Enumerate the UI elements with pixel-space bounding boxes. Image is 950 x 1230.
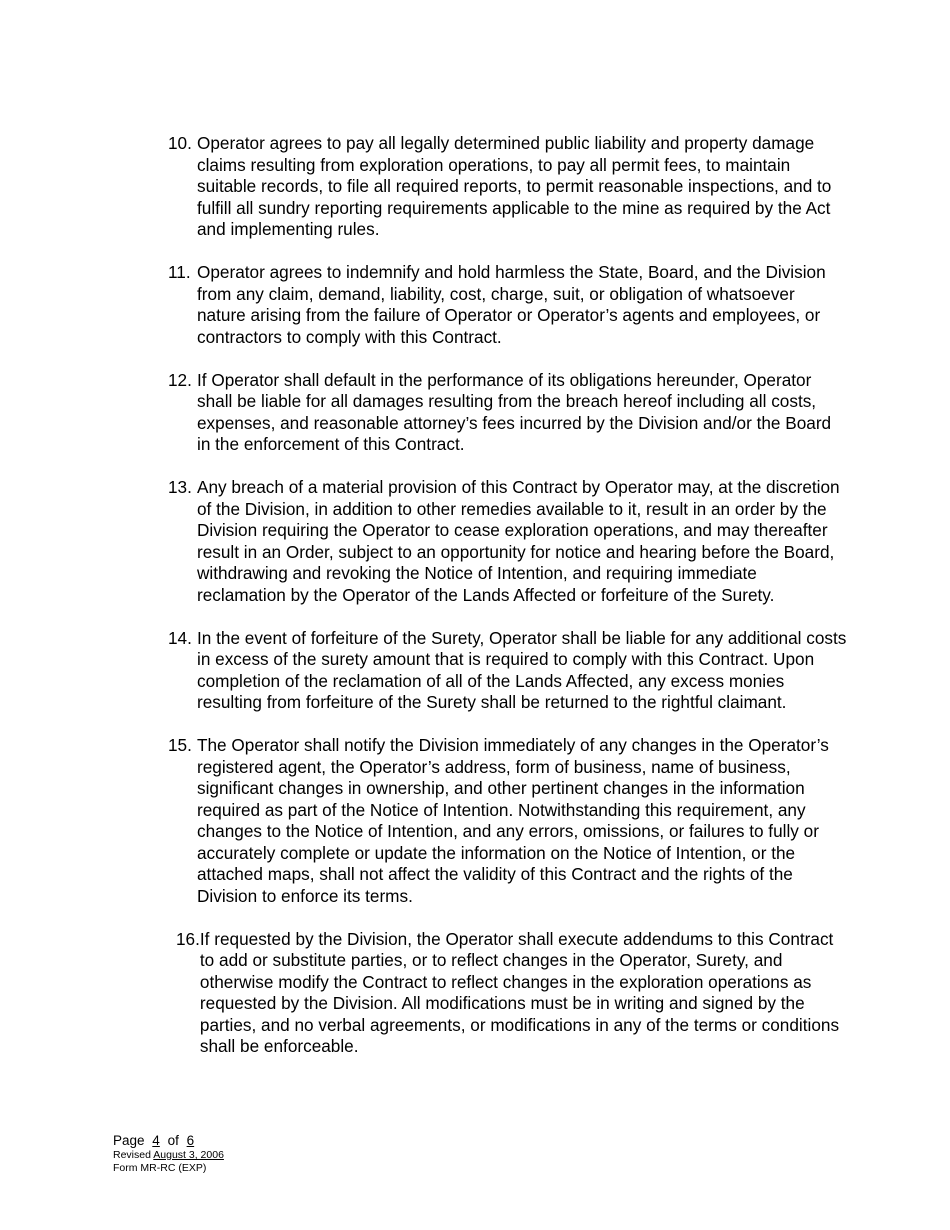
paragraph-10 (168, 133, 848, 241)
paragraph-text: The Operator shall notify the Division immediately of any changes in the Operator’s registered agent, the Operator’s address, form of business, name of business, significant changes in ownership, and other pertinent changes in the information required as part of the Notice of Intention. Notwithstanding this requirement, any changes to the Notice of Intention, and any errors, omissions, or failures to fully or accurately complete or update the information on the Notice of Intention, or the attached maps, shall not affect the validity of this Contract and the rights of the Division to enforce its terms. (197, 735, 829, 906)
paragraph-16 (168, 929, 848, 1058)
paragraph-text: If Operator shall default in the performance of its obligations hereunder, Operator shall be liable for all damages resulting from the breach hereof including all costs, expenses, and reasonable attorney’s fees incurred by the Division and/or the Board in the enforcement of this Contract. (197, 369, 832, 454)
paragraph-number: 14. (168, 627, 192, 648)
paragraph-text: Operator agrees to pay all legally determined public liability and property damage claims resulting from exploration operations, to pay all permit fees, to maintain suitable records, to file all required reports, to permit reasonable inspections, and to fulfill all sundry reporting requirements applicable to the mine as required by the Act and implementing rules. (197, 133, 832, 239)
page-number: 4 (152, 1133, 160, 1148)
paragraph-number: 16. (176, 928, 200, 949)
numbered-paragraph-list (168, 133, 848, 1079)
page-indicator (113, 1133, 413, 1149)
paragraph-number: 11. (168, 262, 191, 282)
paragraph-13 (168, 477, 848, 606)
paragraph-number: 12. (168, 369, 192, 390)
total-pages: 6 (186, 1133, 195, 1148)
revised-date: August 3, 2006 (153, 1149, 224, 1161)
revised-label: Revised (113, 1149, 151, 1161)
paragraph-text: Any breach of a material provision of this Contract by Operator may, at the discretion of the Division, in addition to other remedies available to it, result in an order by the Division requiring the Operator to cease exploration operations, and may thereafter result in an Order, subject to an opportunity for notice and hearing before the Board, withdrawing and revoking the Notice of Intention, and requiring immediate reclamation by the Operator of the Lands Affected or forfeiture of the Surety. (197, 477, 840, 605)
form-id: Form MR-RC (EXP) (113, 1161, 207, 1174)
paragraph-number: 15. (168, 735, 192, 755)
page-label: Page (113, 1133, 145, 1148)
revision-line (113, 1149, 413, 1162)
page-footer (113, 1133, 413, 1174)
paragraph-text: If requested by the Division, the Operator shall execute addendums to this Contract to add or substitute parties, or to reflect changes in the Operator, Surety, and otherwise modify the Contract to reflect changes in the exploration operations as requested by the Division. All modifications must be in writing and signed by the parties, and no verbal agreements, or modifications in any of the terms or conditions shall be enforceable. (199, 928, 840, 1056)
paragraph-text: Operator agrees to indemnify and hold harmless the State, Board, and the Division from any claim, demand, liability, cost, charge, suit, or obligation of whatsoever nature arising from the failure of Operator or Operator’s agents and employees, or contractors to comply with this Contract. (197, 262, 826, 347)
paragraph-12 (168, 370, 848, 456)
paragraph-text: In the event of forfeiture of the Surety, Operator shall be liable for any additional costs in excess of the surety amount that is required to comply with this Contract. Upon completion of the reclamation of all of the Lands Affected, any excess monies resulting from forfeiture of the Surety shall be returned to the rightful claimant. (197, 627, 847, 712)
paragraph-number: 13. (168, 477, 192, 497)
paragraph-11 (168, 262, 848, 348)
of-label: of (167, 1133, 179, 1148)
paragraph-number: 10. (168, 133, 192, 153)
paragraph-15 (168, 735, 848, 907)
paragraph-14 (168, 628, 848, 714)
